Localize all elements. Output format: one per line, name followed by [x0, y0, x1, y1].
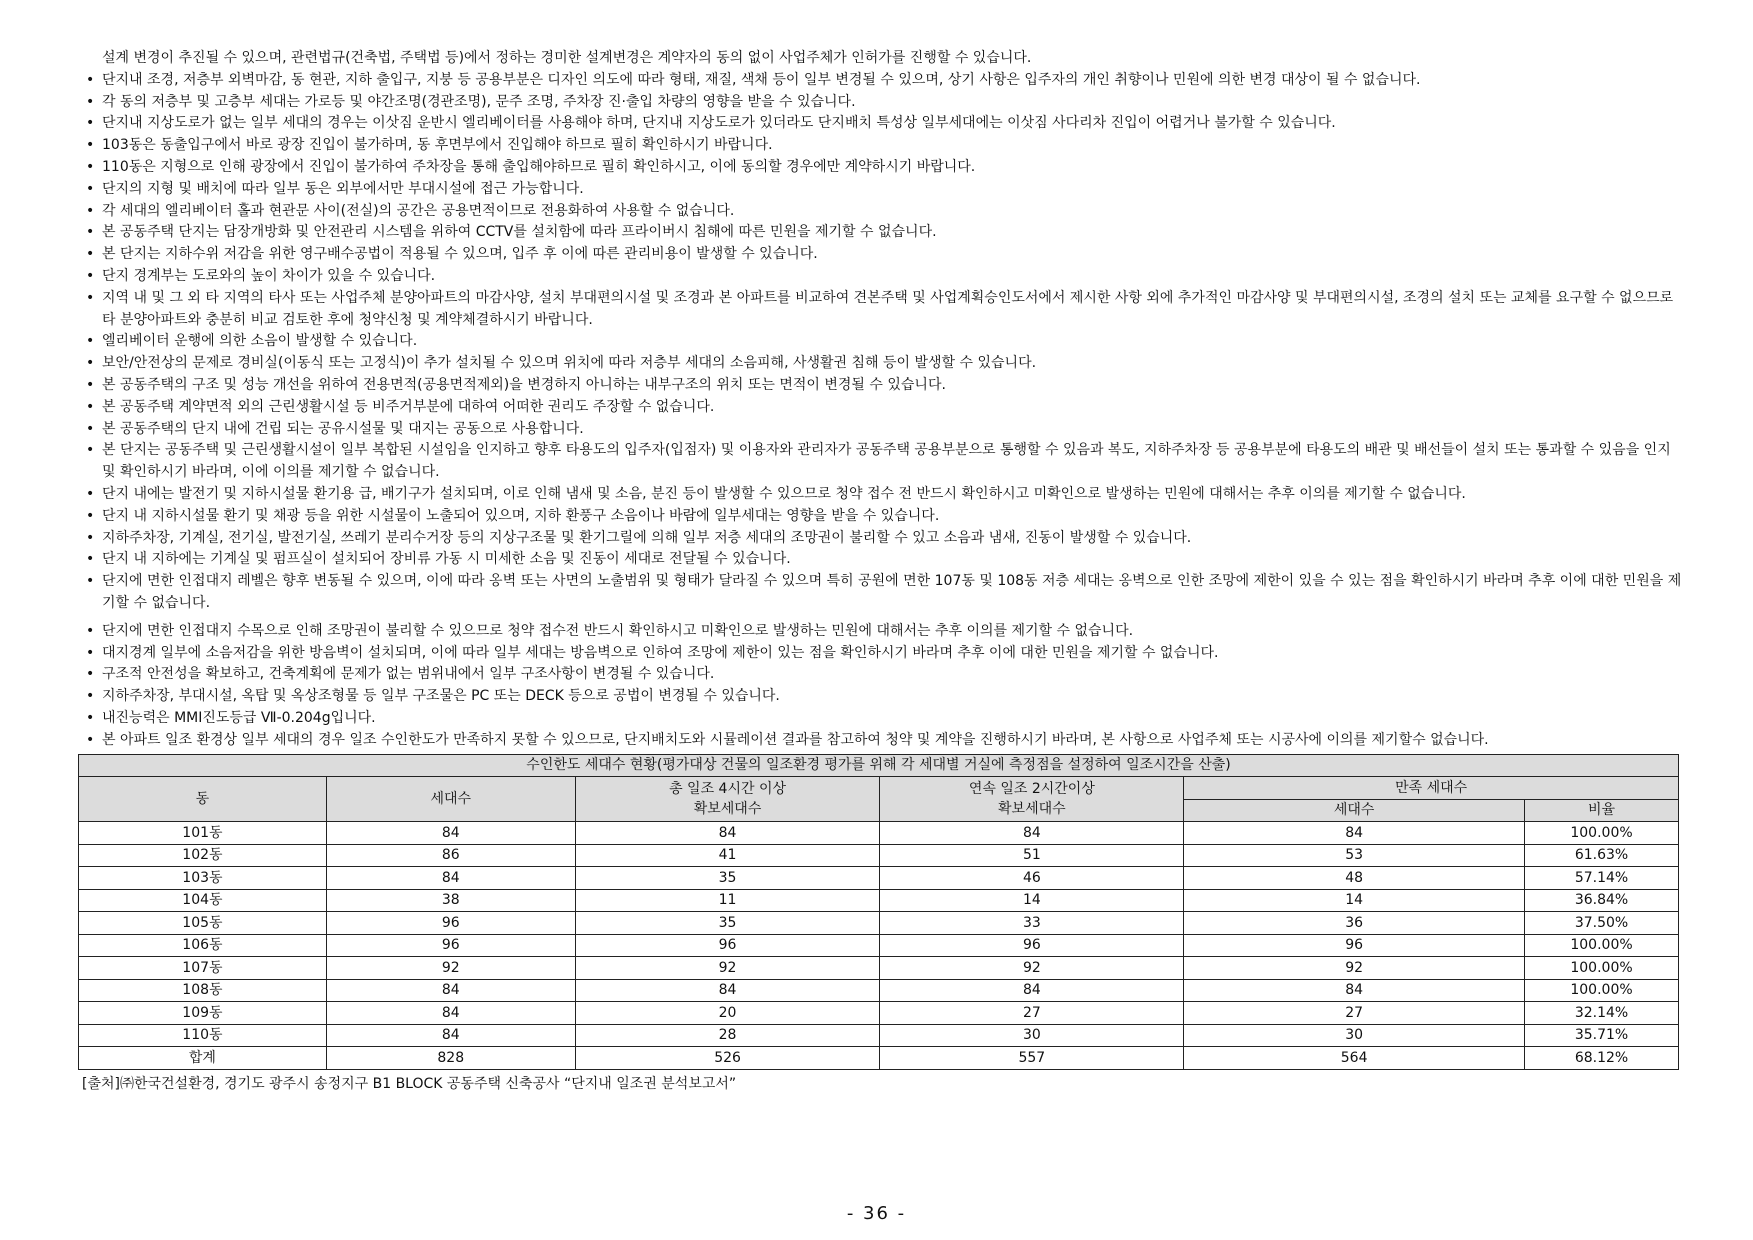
notice-item — [84, 397, 1684, 419]
bullet-icon: • — [86, 666, 95, 683]
notice-item — [84, 621, 1684, 643]
document-body — [84, 48, 1684, 1093]
cell-households: 86 — [326, 844, 575, 867]
cell-four-hours: 11 — [575, 889, 880, 912]
table-row — [79, 1024, 1679, 1047]
table-row — [79, 844, 1679, 867]
cell-households: 828 — [326, 1047, 575, 1070]
notice-text: 단지내 조경, 저층부 외벽마감, 동 현관, 지하 출입구, 지붕 등 공용부분은 디자인 의도에 따라 형태, 재질, 색채 등이 일부 변경될 수 있으며, 상기 사항은 입주자의 개인 취향이나 민원에 의한 변경 대상이 될 수 없습니다. — [102, 71, 1421, 88]
notice-item — [84, 266, 1684, 288]
notice-text: 각 동의 저층부 및 고층부 세대는 가로등 및 야간조명(경관조명), 문주 조명, 주차장 진·출입 차량의 영향을 받을 수 있습니다. — [102, 93, 856, 110]
header-satisfied-ratio: 비율 — [1525, 799, 1679, 822]
notice-item — [84, 484, 1684, 506]
table-row — [79, 867, 1679, 890]
header-two-hours-line2: 확보세대수 — [998, 801, 1066, 817]
notice-item — [84, 244, 1684, 266]
notice-text: 본 아파트 일조 환경상 일부 세대의 경우 일조 수인한도가 만족하지 못할 수 있으므로, 단지배치도와 시뮬레이션 결과를 참고하여 청약 및 계약을 진행하시기 바라며, 본 사항으로 사업주체 또는 시공사에 이의를 제기할수 없습니다. — [102, 731, 1489, 748]
cell-satisfied-ratio: 37.50% — [1525, 912, 1679, 935]
cell-two-hours: 84 — [880, 822, 1184, 845]
cell-households: 84 — [326, 979, 575, 1002]
header-two-hours — [880, 777, 1184, 822]
notice-text: 110동은 지형으로 인해 광장에서 진입이 불가하여 주차장을 통해 출입해야하므로 필히 확인하시고, 이에 동의할 경우에만 계약하시기 바랍니다. — [102, 158, 976, 175]
notice-text: 단지의 지형 및 배치에 따라 일부 동은 외부에서만 부대시설에 접근 가능합니다. — [102, 180, 584, 197]
bullet-icon: • — [86, 731, 95, 748]
cell-satisfied-ratio: 61.63% — [1525, 844, 1679, 867]
notice-text: 본 공동주택 단지는 담장개방화 및 안전관리 시스템을 위하여 CCTV를 설치함에 따라 프라이버시 침해에 따른 민원을 제기할 수 없습니다. — [102, 224, 937, 241]
cell-four-hours: 20 — [575, 1002, 880, 1025]
cell-four-hours: 96 — [575, 934, 880, 957]
header-satisfied: 만족 세대수 — [1184, 777, 1679, 800]
header-households: 세대수 — [326, 777, 575, 822]
cell-two-hours: 14 — [880, 889, 1184, 912]
notice-list — [84, 70, 1684, 752]
bullet-icon: • — [86, 202, 95, 219]
notice-item — [84, 222, 1684, 244]
cell-households: 84 — [326, 1002, 575, 1025]
cell-satisfied-ratio: 32.14% — [1525, 1002, 1679, 1025]
notice-item — [84, 506, 1684, 528]
cell-two-hours: 96 — [880, 934, 1184, 957]
notice-item — [84, 201, 1684, 223]
cell-satisfied-count: 84 — [1184, 979, 1525, 1002]
header-dong: 동 — [79, 777, 327, 822]
notice-item — [84, 113, 1684, 135]
cell-dong: 102동 — [79, 844, 327, 867]
cell-two-hours: 92 — [880, 957, 1184, 980]
notice-item — [84, 549, 1684, 571]
cell-four-hours: 526 — [575, 1047, 880, 1070]
table-row — [79, 822, 1679, 845]
bullet-icon: • — [86, 355, 95, 372]
notice-text: 지역 내 및 그 외 타 지역의 타사 또는 사업주체 분양아파트의 마감사양, 설치 부대편의시설 및 조경과 본 아파트를 비교하여 견본주택 및 사업계획승인도서에서 제시한 사항 외에 추가적인 마감사양 및 부대편의시설, 조경의 설치 또는 교체를 요구할 수 없으므로 타 분양아파트와 충분히 비교 검토한 후에 청약신청 및 계약체결하시기 바랍니다. — [102, 289, 1674, 328]
cell-households: 96 — [326, 934, 575, 957]
table-row — [79, 912, 1679, 935]
header-four-hours — [575, 777, 880, 822]
cell-two-hours: 46 — [880, 867, 1184, 890]
notice-text: 단지 경계부는 도로와의 높이 차이가 있을 수 있습니다. — [102, 267, 436, 284]
notice-text: 지하주차장, 기계실, 전기실, 발전기실, 쓰레기 분리수거장 등의 지상구조물 및 환기그릴에 의해 일부 저층 세대의 조망권이 불리할 수 있고 소음과 냄새, 진동이 발생할 수 있습니다. — [102, 529, 1192, 546]
notice-item — [84, 730, 1684, 752]
cell-dong: 107동 — [79, 957, 327, 980]
notice-item — [84, 375, 1684, 397]
notice-item — [84, 135, 1684, 157]
bullet-icon: • — [86, 644, 95, 661]
cell-dong: 104동 — [79, 889, 327, 912]
cell-dong: 105동 — [79, 912, 327, 935]
bullet-icon: • — [86, 622, 95, 639]
bullet-icon: • — [86, 137, 95, 154]
cell-four-hours: 92 — [575, 957, 880, 980]
table-row — [79, 934, 1679, 957]
bullet-icon: • — [86, 289, 95, 306]
bullet-icon: • — [86, 267, 95, 284]
cell-four-hours: 35 — [575, 867, 880, 890]
notice-text: 내진능력은 MMI진도등급 Ⅶ-0.204g입니다. — [102, 709, 376, 726]
bullet-icon: • — [86, 709, 95, 726]
notice-item — [84, 664, 1684, 686]
cell-four-hours: 41 — [575, 844, 880, 867]
bullet-icon: • — [86, 71, 95, 88]
header-four-hours-line2: 확보세대수 — [693, 801, 762, 817]
bullet-icon: • — [86, 573, 95, 590]
header-two-hours-line1: 연속 일조 2시간이상 — [968, 781, 1095, 797]
bullet-icon: • — [86, 93, 95, 110]
source-note: [출처]㈜한국건설환경, 경기도 광주시 송정지구 B1 BLOCK 공동주택 신축공사 “단지내 일조권 분석보고서” — [82, 1075, 737, 1092]
notice-item — [84, 353, 1684, 375]
notice-text: 단지 내 지하에는 기계실 및 펌프실이 설치되어 장비류 가동 시 미세한 소음 및 진동이 세대로 전달될 수 있습니다. — [102, 551, 791, 568]
notice-item — [84, 528, 1684, 550]
cell-dong: 110동 — [79, 1024, 327, 1047]
bullet-icon: • — [86, 442, 95, 459]
notice-item — [84, 440, 1684, 484]
notice-item — [84, 708, 1684, 730]
cell-satisfied-count: 14 — [1184, 889, 1525, 912]
bullet-icon: • — [86, 529, 95, 546]
cell-dong: 101동 — [79, 822, 327, 845]
notice-text: 103동은 동출입구에서 바로 광장 진입이 불가하며, 동 후면부에서 진입해야 하므로 필히 확인하시기 바랍니다. — [102, 137, 773, 154]
notice-text: 본 공동주택 계약면적 외의 근린생활시설 등 비주거부분에 대하여 어떠한 권리도 주장할 수 없습니다. — [102, 398, 715, 415]
cell-satisfied-ratio: 57.14% — [1525, 867, 1679, 890]
table-row — [79, 889, 1679, 912]
cell-two-hours: 30 — [880, 1024, 1184, 1047]
notice-text: 단지에 면한 인접대지 레벨은 향후 변동될 수 있으며, 이에 따라 옹벽 또는 사면의 노출범위 및 형태가 달라질 수 있으며 특히 공원에 면한 107동 및 108동 저층 세대는 옹벽으로 인한 조망에 제한이 있을 수 있는 점을 확인하시기 바라며 추후 이에 대한 민원을 제기할 수 없습니다. — [102, 573, 1682, 611]
table-body — [79, 822, 1679, 1070]
cell-satisfied-count: 92 — [1184, 957, 1525, 980]
sunlight-table — [78, 754, 1679, 1070]
cell-satisfied-ratio: 35.71% — [1525, 1024, 1679, 1047]
cell-dong: 108동 — [79, 979, 327, 1002]
cell-satisfied-count: 36 — [1184, 912, 1525, 935]
table-caption: 수인한도 세대수 현황(평가대상 건물의 일조환경 평가를 위해 각 세대별 거실에 측정점을 설정하여 일조시간을 산출) — [79, 754, 1679, 777]
bullet-icon: • — [86, 420, 95, 437]
bullet-icon: • — [86, 376, 95, 393]
notice-item — [84, 571, 1684, 615]
notice-text: 지하주차장, 부대시설, 옥탑 및 옥상조형물 등 일부 구조물은 PC 또는 DECK 등으로 공법이 변경될 수 있습니다. — [102, 688, 780, 705]
cell-satisfied-ratio: 100.00% — [1525, 979, 1679, 1002]
bullet-icon: • — [86, 115, 95, 132]
cell-four-hours: 35 — [575, 912, 880, 935]
notice-item — [84, 92, 1684, 114]
bullet-icon: • — [86, 551, 95, 568]
intro-paragraph: 설계 변경이 추진될 수 있으며, 관련법규(건축법, 주택법 등)에서 정하는 경미한 설계변경은 계약자의 동의 없이 사업주체가 인허가를 진행할 수 있습니다. — [102, 50, 1032, 66]
cell-satisfied-ratio: 100.00% — [1525, 822, 1679, 845]
notice-text: 구조적 안전성을 확보하고, 건축계획에 문제가 없는 범위내에서 일부 구조사항이 변경될 수 있습니다. — [102, 666, 715, 683]
notice-text: 단지 내 지하시설물 환기 및 채광 등을 위한 시설물이 노출되어 있으며, 지하 환풍구 소음이나 바람에 일부세대는 영향을 받을 수 있습니다. — [102, 507, 940, 524]
bullet-icon: • — [86, 398, 95, 415]
notice-text: 엘리베이터 운행에 의한 소음이 발생할 수 있습니다. — [102, 333, 418, 350]
bullet-icon: • — [86, 180, 95, 197]
cell-satisfied-count: 48 — [1184, 867, 1525, 890]
cell-households: 96 — [326, 912, 575, 935]
notice-item — [84, 331, 1684, 353]
notice-text: 본 공동주택의 구조 및 성능 개선을 위하여 전용면적(공용면적제외)을 변경하지 아니하는 내부구조의 위치 또는 면적이 변경될 수 있습니다. — [102, 376, 946, 393]
notice-text: 단지내 지상도로가 없는 일부 세대의 경우는 이삿짐 운반시 엘리베이터를 사용해야 하며, 단지내 지상도로가 있더라도 단지배치 특성상 일부세대에는 이삿짐 사다리차 진입이 어렵거나 불가할 수 있습니다. — [102, 115, 1336, 132]
notice-item — [84, 157, 1684, 179]
cell-dong: 합계 — [79, 1047, 327, 1070]
notice-item — [84, 419, 1684, 441]
notice-text: 단지에 면한 인접대지 수목으로 인해 조망권이 불리할 수 있으므로 청약 접수전 반드시 확인하시고 미확인으로 발생하는 민원에 대해서는 추후 이의를 제기할 수 없습니다. — [102, 622, 1134, 639]
cell-four-hours: 28 — [575, 1024, 880, 1047]
cell-dong: 103동 — [79, 867, 327, 890]
cell-four-hours: 84 — [575, 822, 880, 845]
table-row — [79, 1002, 1679, 1025]
notice-text: 본 공동주택의 단지 내에 건립 되는 공유시설물 및 대지는 공동으로 사용합니다. — [102, 420, 584, 437]
header-satisfied-count: 세대수 — [1184, 799, 1525, 822]
cell-four-hours: 84 — [575, 979, 880, 1002]
bullet-icon: • — [86, 246, 95, 263]
notice-item — [84, 288, 1684, 332]
cell-households: 38 — [326, 889, 575, 912]
header-four-hours-line1: 총 일조 4시간 이상 — [669, 781, 787, 797]
notice-text: 보안/안전상의 문제로 경비실(이동식 또는 고정식)이 추가 설치될 수 있으며 위치에 따라 저층부 세대의 소음피해, 사생활권 침해 등이 발생할 수 있습니다. — [102, 355, 1037, 372]
table-row — [79, 1047, 1679, 1070]
cell-two-hours: 27 — [880, 1002, 1184, 1025]
cell-households: 92 — [326, 957, 575, 980]
cell-satisfied-ratio: 100.00% — [1525, 934, 1679, 957]
cell-households: 84 — [326, 822, 575, 845]
bullet-icon: • — [86, 158, 95, 175]
bullet-icon: • — [86, 507, 95, 524]
cell-satisfied-count: 30 — [1184, 1024, 1525, 1047]
bullet-icon: • — [86, 333, 95, 350]
notice-text: 본 단지는 지하수위 저감을 위한 영구배수공법이 적용될 수 있으며, 입주 후 이에 따른 관리비용이 발생할 수 있습니다. — [102, 246, 818, 263]
cell-two-hours: 84 — [880, 979, 1184, 1002]
cell-two-hours: 51 — [880, 844, 1184, 867]
notice-text: 대지경계 일부에 소음저감을 위한 방음벽이 설치되며, 이에 따라 일부 세대는 방음벽으로 인하여 조망에 제한이 있는 점을 확인하시기 바라며 추후 이에 대한 민원을 제기할 수 없습니다. — [102, 644, 1219, 661]
cell-satisfied-ratio: 36.84% — [1525, 889, 1679, 912]
cell-satisfied-count: 96 — [1184, 934, 1525, 957]
bullet-icon: • — [86, 688, 95, 705]
notice-item — [84, 179, 1684, 201]
notice-text: 각 세대의 엘리베이터 홀과 현관문 사이(전실)의 공간은 공용면적이므로 전용화하여 사용할 수 없습니다. — [102, 202, 735, 219]
cell-two-hours: 33 — [880, 912, 1184, 935]
cell-satisfied-count: 53 — [1184, 844, 1525, 867]
cell-satisfied-count: 564 — [1184, 1047, 1525, 1070]
notice-text: 본 단지는 공동주택 및 근린생활시설이 일부 복합된 시설임을 인지하고 향후 타용도의 입주자(입점자) 및 이용자와 관리자가 공동주택 공용부분으로 통행할 수 있음과 복도, 지하주차장 등 공용부분에 타용도의 배관 및 배선들이 설치 또는 통과할 수 있음을 인지 및 확인하시기 바라며, 이에 이의를 제기할 수 없습니다. — [102, 442, 1671, 481]
notice-item — [84, 686, 1684, 708]
cell-households: 84 — [326, 867, 575, 890]
cell-satisfied-ratio: 100.00% — [1525, 957, 1679, 980]
table-row — [79, 957, 1679, 980]
cell-two-hours: 557 — [880, 1047, 1184, 1070]
page-number: - 36 - — [846, 1203, 907, 1224]
cell-dong: 106동 — [79, 934, 327, 957]
cell-dong: 109동 — [79, 1002, 327, 1025]
cell-satisfied-ratio: 68.12% — [1525, 1047, 1679, 1070]
notice-item — [84, 70, 1684, 92]
cell-satisfied-count: 84 — [1184, 822, 1525, 845]
cell-satisfied-count: 27 — [1184, 1002, 1525, 1025]
bullet-icon: • — [86, 485, 95, 502]
cell-households: 84 — [326, 1024, 575, 1047]
notice-item — [84, 643, 1684, 665]
table-row — [79, 979, 1679, 1002]
bullet-icon: • — [86, 224, 95, 241]
notice-text: 단지 내에는 발전기 및 지하시설물 환기용 급, 배기구가 설치되며, 이로 인해 냄새 및 소음, 분진 등이 발생할 수 있으므로 청약 접수 전 반드시 확인하시고 미확인으로 발생하는 민원에 대해서는 추후 이의를 제기할 수 없습니다. — [102, 485, 1466, 502]
